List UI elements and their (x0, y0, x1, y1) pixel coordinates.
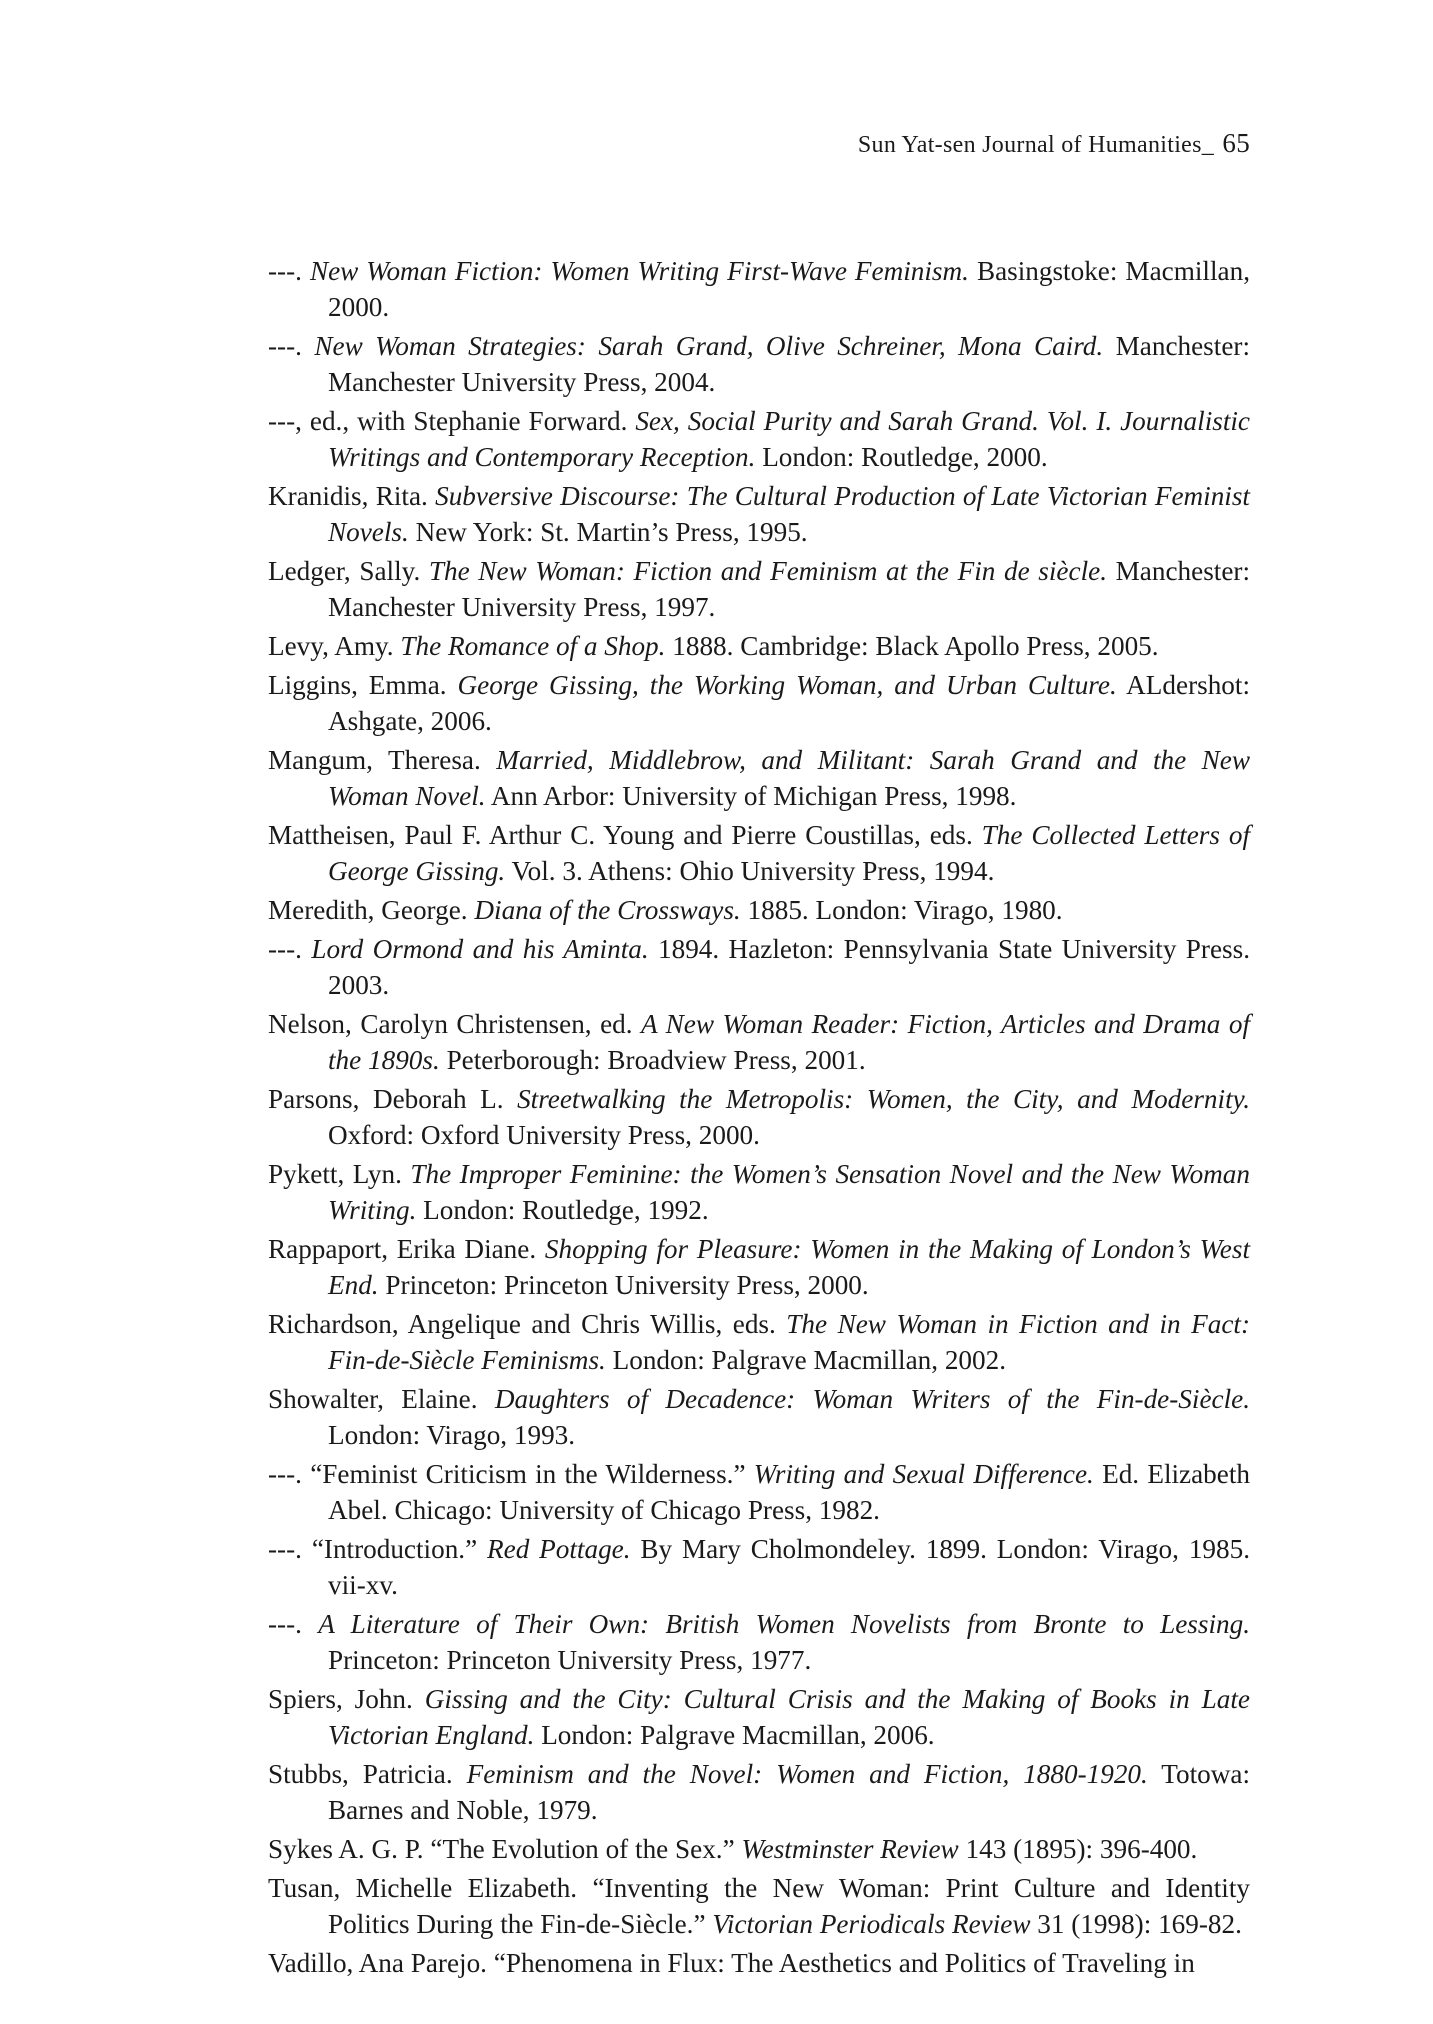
reference-authors: Mattheisen, Paul F. Arthur C. Young and Pierre Coustillas, eds. (268, 820, 982, 850)
reference-authors: Spiers, John. (268, 1684, 425, 1714)
reference-title: Lord Ormond and his Aminta. (311, 934, 649, 964)
reference-title: The New Woman: Fiction and Feminism at the Fin de siècle. (428, 556, 1107, 586)
reference-publication: Vol. 3. Athens: Ohio University Press, 1994. (505, 856, 995, 886)
reference-authors: Nelson, Carolyn Christensen, ed. (268, 1009, 642, 1039)
header-separator: _ (1201, 132, 1215, 158)
reference-publication: New York: St. Martin’s Press, 1995. (408, 517, 808, 547)
reference-entry (268, 553, 1250, 625)
reference-authors: Rappaport, Erika Diane. (268, 1234, 545, 1264)
reference-publication: London: Routledge, 2000. (755, 442, 1048, 472)
reference-entry (268, 403, 1250, 475)
reference-authors: Richardson, Angelique and Chris Willis, eds. (268, 1309, 787, 1339)
reference-entry (268, 1945, 1250, 1981)
reference-entry (268, 1231, 1250, 1303)
reference-title: George Gissing, the Working Woman, and Urban Culture. (457, 670, 1117, 700)
reference-authors: ---. “Feminist Criticism in the Wilderness.” (268, 1459, 754, 1489)
journal-title: Sun Yat-sen Journal of Humanities (857, 132, 1202, 158)
reference-title: New Woman Fiction: Women Writing First-Wave Feminism. (309, 256, 969, 286)
reference-authors: Pykett, Lyn. (268, 1159, 411, 1189)
reference-authors: ---. (268, 1609, 319, 1639)
reference-entry (268, 253, 1250, 325)
reference-publication: ALdershot: Ashgate, 2006. (328, 670, 1251, 736)
reference-authors: Sykes A. G. P. “The Evolution of the Sex.” (268, 1834, 742, 1864)
reference-entry (268, 1156, 1250, 1228)
running-header (790, 128, 1250, 159)
reference-entry (268, 1870, 1250, 1942)
reference-publication: 31 (1998): 169-82. (1030, 1909, 1242, 1939)
reference-authors: Tusan, Michelle Elizabeth. “Inventing the New Woman: Print Culture and Identity Politics During the Fin-de-Siècle.” (268, 1873, 1250, 1939)
reference-entry (268, 1606, 1250, 1678)
reference-entry (268, 1381, 1250, 1453)
reference-authors: ---. (268, 331, 315, 361)
reference-authors: ---. (268, 256, 310, 286)
reference-publication: Ed. Elizabeth Abel. Chicago: University of Chicago Press, 1982. (328, 1459, 1250, 1525)
reference-publication: 1888. Cambridge: Black Apollo Press, 2005. (665, 631, 1159, 661)
reference-publication: Peterborough: Broadview Press, 2001. (439, 1045, 866, 1075)
reference-title: Westminster Review (741, 1834, 959, 1864)
reference-entry (268, 1831, 1250, 1867)
reference-authors: ---. (268, 934, 312, 964)
reference-entry (268, 742, 1250, 814)
reference-title: The Collected Letters of George Gissing. (328, 820, 1250, 886)
reference-entry (268, 1756, 1250, 1828)
reference-authors: Kranidis, Rita. (268, 481, 436, 511)
reference-title: Subversive Discourse: The Cultural Production of Late Victorian Feminist Novels. (328, 481, 1250, 547)
reference-entry (268, 1681, 1250, 1753)
reference-publication: Princeton: Princeton University Press, 2000. (378, 1270, 869, 1300)
reference-entry (268, 1081, 1250, 1153)
reference-publication: Manchester: Manchester University Press, 2004. (328, 331, 1250, 397)
reference-publication: 1885. London: Virago, 1980. (740, 895, 1063, 925)
reference-entry (268, 1456, 1250, 1528)
reference-title: Feminism and the Novel: Women and Fiction, 1880-1920. (466, 1759, 1148, 1789)
reference-entry (268, 817, 1250, 889)
reference-title: Writing and Sexual Difference. (753, 1459, 1094, 1489)
reference-entry (268, 1306, 1250, 1378)
reference-entry (268, 667, 1250, 739)
reference-authors: Meredith, George. (268, 895, 475, 925)
reference-entry (268, 328, 1250, 400)
reference-publication: Ann Arbor: University of Michigan Press, 1998. (485, 781, 1017, 811)
reference-authors: ---, ed., with Stephanie Forward. (268, 406, 636, 436)
reference-publication: Totowa: Barnes and Noble, 1979. (328, 1759, 1250, 1825)
reference-list (268, 253, 1250, 1984)
reference-authors: Vadillo, Ana Parejo. “Phenomena in Flux: The Aesthetics and Politics of Traveling in (268, 1948, 1195, 1978)
reference-authors: Levy, Amy. (268, 631, 401, 661)
reference-authors: Liggins, Emma. (268, 670, 458, 700)
reference-title: Red Pottage. (487, 1534, 631, 1564)
reference-title: Shopping for Pleasure: Women in the Making of London’s West End. (328, 1234, 1250, 1300)
reference-authors: Ledger, Sally. (268, 556, 429, 586)
reference-authors: Showalter, Elaine. (268, 1384, 495, 1414)
reference-publication: London: Virago, 1993. (328, 1420, 576, 1450)
reference-publication: London: Palgrave Macmillan, 2002. (605, 1345, 1007, 1375)
reference-authors: Stubbs, Patricia. (268, 1759, 467, 1789)
reference-entry (268, 1531, 1250, 1603)
reference-title: Gissing and the City: Cultural Crisis and the Making of Books in Late Victorian England. (328, 1684, 1250, 1750)
reference-entry (268, 478, 1250, 550)
reference-publication: London: Routledge, 1992. (416, 1195, 709, 1225)
reference-title: The New Woman in Fiction and in Fact: Fin-de-Siècle Feminisms. (328, 1309, 1250, 1375)
page-number: 65 (1222, 128, 1250, 158)
reference-publication: Manchester: Manchester University Press, 1997. (328, 556, 1251, 622)
reference-publication: Princeton: Princeton University Press, 1977. (328, 1645, 812, 1675)
reference-title: Streetwalking the Metropolis: Women, the City, and Modernity. (517, 1084, 1250, 1114)
reference-title: A New Woman Reader: Fiction, Articles and Drama of the 1890s. (328, 1009, 1250, 1075)
reference-entry (268, 628, 1250, 664)
reference-title: New Woman Strategies: Sarah Grand, Olive Schreiner, Mona Caird. (314, 331, 1104, 361)
reference-title: Victorian Periodicals Review (712, 1909, 1031, 1939)
reference-title: Diana of the Crossways. (474, 895, 741, 925)
reference-title: Sex, Social Purity and Sarah Grand. Vol. I. Journalistic Writings and Contemporary Reception. (328, 406, 1250, 472)
reference-authors: Parsons, Deborah L. (268, 1084, 518, 1114)
reference-title: Married, Middlebrow, and Militant: Sarah Grand and the New Woman Novel. (328, 745, 1251, 811)
reference-entry (268, 892, 1250, 928)
reference-publication: Oxford: Oxford University Press, 2000. (328, 1120, 760, 1150)
reference-publication: 143 (1895): 396-400. (958, 1834, 1198, 1864)
reference-title: The Romance of a Shop. (400, 631, 666, 661)
reference-publication: Basingstoke: Macmillan, 2000. (328, 256, 1250, 322)
reference-title: A Literature of Their Own: British Women Novelists from Bronte to Lessing. (318, 1609, 1250, 1639)
reference-authors: Mangum, Theresa. (268, 745, 497, 775)
reference-entry (268, 1006, 1250, 1078)
reference-publication: By Mary Cholmondeley. 1899. London: Virago, 1985. vii-xv. (328, 1534, 1250, 1600)
reference-authors: ---. “Introduction.” (268, 1534, 488, 1564)
reference-publication: 1894. Hazleton: Pennsylvania State University Press. 2003. (328, 934, 1251, 1000)
reference-entry (268, 931, 1250, 1003)
reference-title: The Improper Feminine: the Women’s Sensation Novel and the New Woman Writing. (328, 1159, 1250, 1225)
reference-title: Daughters of Decadence: Woman Writers of the Fin-de-Siècle. (494, 1384, 1251, 1414)
reference-publication: London: Palgrave Macmillan, 2006. (534, 1720, 935, 1750)
